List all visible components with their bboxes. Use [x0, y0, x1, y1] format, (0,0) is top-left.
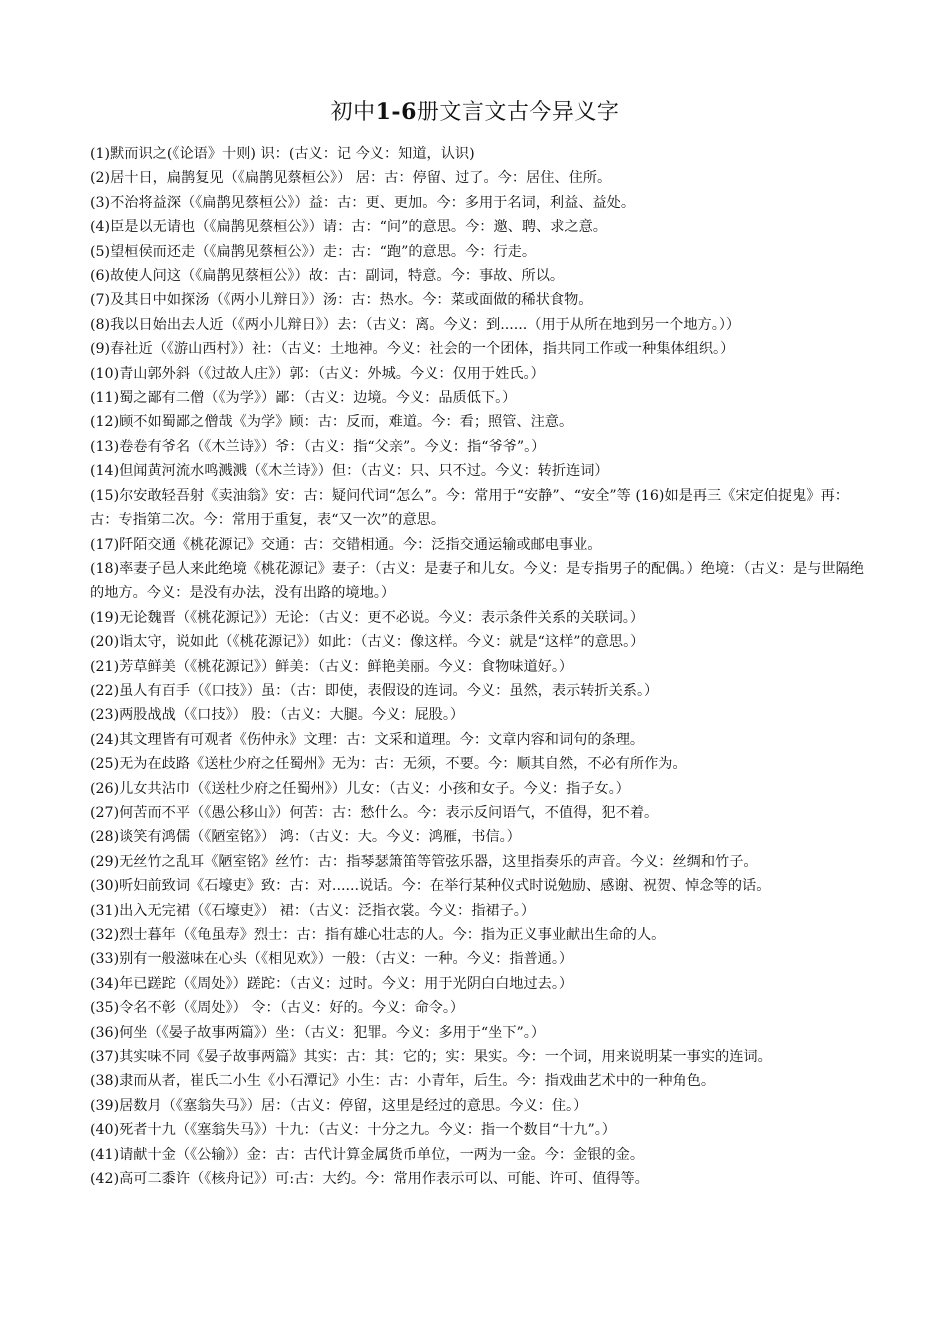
entry-item: (1)默而识之(《论语》十则) 识：(古义：记 今义：知道，认识): [90, 146, 475, 162]
entry-item: (26)儿女共沾巾（《送杜少府之任蜀州》）儿女：（古义：小孩和女子。今义：指子女。）: [90, 780, 630, 797]
entry-item: (21)芳草鲜美（《桃花源记》）鲜美：（古义：鲜艳美丽。今义：食物味道好。）: [90, 658, 574, 675]
entry-item: (40)死者十九（《塞翁失马》）十九：（古义：十分之九。今义：指一个数目“十九”。）: [90, 1122, 616, 1139]
entry-item: (6)故使人问这（《扁鹊见蔡桓公》）故：古：副词，特意。今：事故、所以。: [90, 268, 565, 285]
entry-item: (34)年已蹉跎（《周处》）蹉跎：（古义：过时。今义：用于光阴白白地过去。）: [90, 975, 574, 992]
entry-item: (4)臣是以无请也（《扁鹊见蔡桓公》）请：古：“问”的意思。今：邀、聘、求之意。: [90, 219, 607, 236]
entry-item: (29)无丝竹之乱耳《陋室铭》丝竹：古：指琴瑟箫笛等管弦乐器，这里指奏乐的声音。今义：丝绸和竹子。: [90, 853, 758, 870]
entry-list: [90, 142, 865, 1191]
entry-item: (36)何坐（《晏子故事两篇》）坐：（古义：犯罪。今义：多用于“坐下”。）: [90, 1024, 546, 1041]
entry-item: (17)阡陌交通《桃花源记》交通：古：交错相通。今：泛指交通运输或邮电事业。: [90, 536, 602, 553]
title-suffix: 册文言文古今异义字: [416, 100, 620, 125]
entry-item: (9)春社近（《游山西村》）社：（古义：土地神。今义：社会的一个团体，指共同工作或一种集体组织。）: [90, 341, 735, 358]
entry-item: (31)出入无完裙（《石壕吏》） 裙：（古义：泛指衣裳。今义：指裙子。）: [90, 902, 536, 919]
entry-item: (2)居十日，扁鹊复见（《扁鹊见蔡桓公》） 居：古：停留、过了。今：居住、住所。: [90, 170, 612, 187]
entry-item: (24)其文理皆有可观者《伤仲永》文理：古：文采和道理。今：文章内容和词句的条理。: [90, 731, 645, 748]
entry-item: (14)但闻黄河流水鸣溅溅（《木兰诗》）但：（古义：只、只不过。今义：转折连词）: [90, 463, 609, 480]
entry-item: (25)无为在歧路《送杜少府之任蜀州》无为：古：无须，不要。今：顺其自然，不必有所作为。: [90, 756, 687, 773]
entry-item: (30)听妇前致词《石壕吏》致：古：对......说话。今：在举行某种仪式时说勉励、感谢、祝贺、悼念等的话。: [90, 878, 771, 895]
entry-item: (18)率妻子邑人来此绝境《桃花源记》妻子：（古义：是妻子和儿女。今义：是专指男子的配偶。）绝境：（古义：是与世隔绝的地方。今义：是没有办法，没有出路的境地。）: [90, 560, 864, 602]
title-prefix: 初中: [330, 100, 376, 125]
title-grade-range: 1-6: [375, 99, 417, 125]
entry-item: (19)无论魏晋（《桃花源记》）无论：（古义：更不必说。今义：表示条件关系的关联词。）: [90, 609, 645, 626]
entry-item: (13)卷卷有爷名（《木兰诗》）爷：（古义：指“父亲”。今义：指“爷爷”。）: [90, 438, 546, 455]
entry-item: (41)请献十金（《公输》）金：古：古代计算金属货币单位，一两为一金。今：金银的金。: [90, 1146, 645, 1163]
entry-item: (33)别有一般滋味在心头（《相见欢》）一般：（古义：一种。今义：指普通。）: [90, 951, 574, 968]
entry-item: (11)蜀之鄙有二僧（《为学》）鄙：（古义：边境。今义：品质低下。）: [90, 390, 517, 407]
entry-item: (20)诣太守，说如此（《桃花源记》）如此：（古义：像这样。今义：就是“这样”的意思。）: [90, 634, 645, 651]
entry-item: (10)青山郭外斜（《过故人庄》）郭：（古义：外城。今义：仅用于姓氏。）: [90, 365, 545, 382]
entry-item: (37)其实味不同《晏子故事两篇》其实：古：其：它的；实：果实。今：一个词，用来说明某一事实的连词。: [90, 1049, 772, 1066]
entry-item: (27)何苦而不平（《愚公移山》）何苦：古：愁什么。今：表示反问语气，不值得，犯不着。: [90, 804, 659, 821]
entry-item: (5)望桓侯而还走（《扁鹊见蔡桓公》）走：古：“跑”的意思。今：行走。: [90, 243, 537, 260]
entry-item: (23)两股战战（《口技》） 股：（古义：大腿。今义：屁股。）: [90, 707, 465, 724]
document-title: [0, 96, 950, 129]
entry-item: (12)顾不如蜀鄙之僧哉《为学》顾：古：反而，难道。今：看；照管、注意。: [90, 414, 574, 431]
entry-item: (22)虽人有百手（《口技》）虽：（古：即使，表假设的连词。今义：虽然，表示转折关系。）: [90, 682, 659, 699]
entry-item: (35)令名不彰（《周处》） 令：（古义：好的。今义：命令。）: [90, 1000, 465, 1017]
entry-item: (7)及其日中如探汤（《两小儿辩日》）汤：古：热水。今：菜或面做的稀状食物。: [90, 292, 593, 309]
entry-item: (38)隶而从者，崔氏二小生《小石潭记》小生：古：小青年，后生。今：指戏曲艺术中的一种角色。: [90, 1073, 716, 1090]
entry-item: (3)不治将益深（《扁鹊见蔡桓公》）益：古：更、更加。今：多用于名词，利益、益处。: [90, 194, 636, 211]
entry-item: (28)谈笑有鸿儒（《陋室铭》） 鸿：（古义：大。今义：鸿雁，书信。）: [90, 829, 521, 846]
entry-item: (39)居数月（《塞翁失马》）居：（古义：停留，这里是经过的意思。今义：住。）: [90, 1097, 588, 1114]
entry-item: (8)我以日始出去人近（《两小儿辩日》）去：（古义：离。今义：到......（用于从所在地到另一个地方。））: [90, 316, 741, 333]
entry-item: (15)尔安敢轻吾射《卖油翁》安：古：疑问代词“怎么”。今：常用于“安静”、“安全”等 (16)如是再三《宋定伯捉鬼》再：古：专指第二次。今：常用于重复，表“又一次”的意思。: [90, 487, 849, 529]
entry-item: (32)烈士暮年（《龟虽寿》烈士：古：指有雄心壮志的人。今：指为正义事业献出生命的人。: [90, 927, 666, 943]
entry-item: (42)高可二黍许（《核舟记》）可:古：大约。今：常用作表示可以、可能、许可、值得等。: [90, 1171, 649, 1188]
